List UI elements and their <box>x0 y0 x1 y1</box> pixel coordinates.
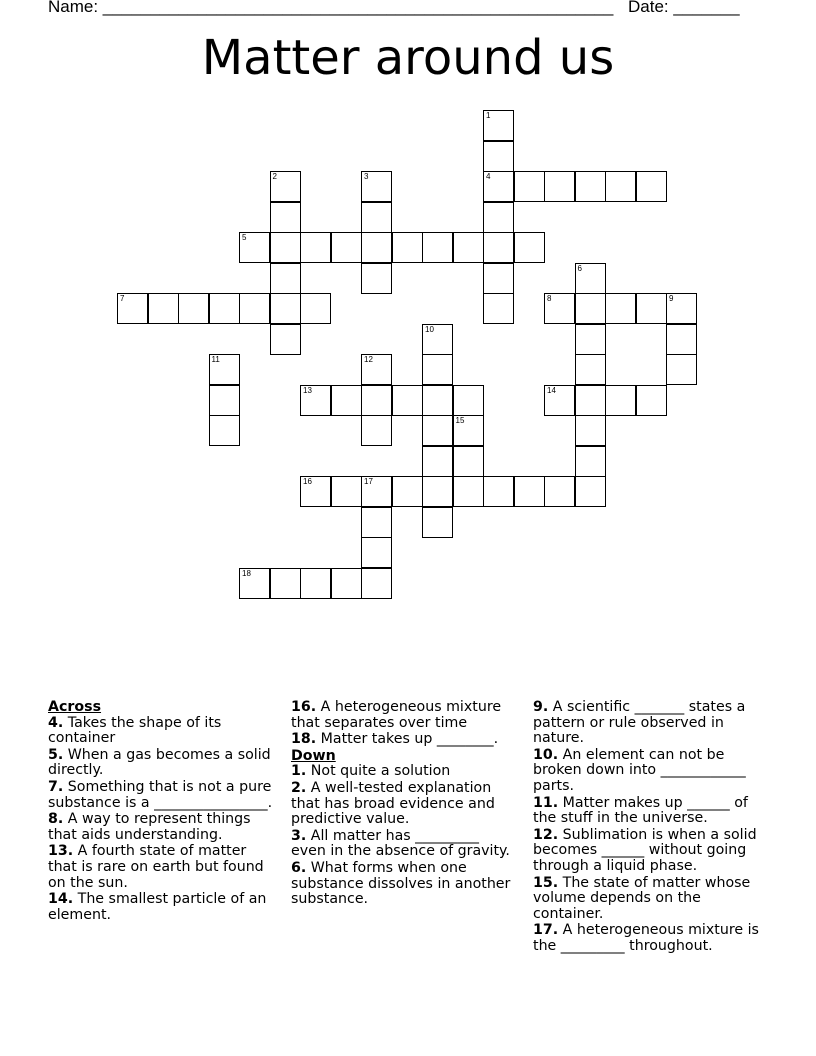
grid-cell[interactable] <box>575 354 606 385</box>
clue-number: 13 <box>303 385 312 395</box>
grid-cell[interactable] <box>209 415 240 446</box>
clue-text: All matter has _________ even in the absence of gravity. <box>291 827 510 860</box>
grid-cell[interactable] <box>239 568 270 599</box>
grid-cell[interactable] <box>575 171 606 202</box>
clue-text: Takes the shape of its container <box>48 714 222 747</box>
clue-num: 16. <box>291 699 317 715</box>
grid-cell[interactable] <box>666 354 697 385</box>
grid-cell[interactable] <box>270 324 301 355</box>
clue-num: 11. <box>533 794 559 811</box>
clue-number: 15 <box>455 416 465 425</box>
name-field[interactable]: Name: ______________________________________________________ <box>48 0 614 16</box>
grid-cell[interactable] <box>605 385 636 416</box>
clue-text: A fourth state of matter that is rare on earth but found on the sun. <box>48 843 264 891</box>
clue-num: 15. <box>533 874 559 891</box>
clue-num: 17. <box>533 922 559 939</box>
grid-cell[interactable] <box>544 476 575 507</box>
date-field[interactable]: Date: _______ <box>628 0 740 16</box>
clue-num: 13. <box>48 843 74 860</box>
clue-item <box>291 781 517 828</box>
clue-number: 11 <box>211 355 220 364</box>
clue-item <box>48 780 276 811</box>
grid-cell[interactable] <box>605 171 636 202</box>
clue-item <box>533 796 769 827</box>
grid-cell[interactable] <box>514 476 545 507</box>
clue-item <box>533 923 769 954</box>
grid-cell[interactable] <box>453 385 484 416</box>
grid-cell[interactable] <box>361 537 392 568</box>
grid-cell[interactable] <box>575 263 606 294</box>
grid-cell[interactable] <box>392 476 423 507</box>
clue-item <box>48 892 276 923</box>
clue-number: 3 <box>364 172 369 181</box>
clues-column-3 <box>533 700 769 956</box>
clues-column-1 <box>48 700 276 924</box>
grid-cell[interactable] <box>575 476 606 507</box>
grid-cell[interactable] <box>392 385 423 416</box>
grid-cell[interactable] <box>361 476 392 507</box>
clue-item <box>291 764 517 780</box>
clue-number: 4 <box>486 172 491 181</box>
grid-cell[interactable] <box>483 263 514 294</box>
grid-cell[interactable] <box>270 568 301 599</box>
clue-num: 14. <box>48 891 74 908</box>
clue-number: 5 <box>242 233 247 242</box>
grid-cell[interactable] <box>514 232 545 263</box>
clue-text: Sublimation is when a solid becomes ______ without going through a liquid phase. <box>533 826 757 874</box>
clue-num: 9. <box>533 699 549 715</box>
grid-cell[interactable] <box>331 476 362 507</box>
grid-cell[interactable] <box>544 385 575 416</box>
clue-num: 2. <box>291 779 307 796</box>
grid-cell[interactable] <box>361 232 392 263</box>
grid-cell[interactable] <box>361 202 392 233</box>
grid-cell[interactable] <box>300 293 331 324</box>
clue-item <box>48 716 276 747</box>
grid-cell[interactable] <box>575 385 606 416</box>
clue-item <box>533 700 769 747</box>
grid-cell[interactable] <box>117 293 148 324</box>
clue-num: 5. <box>48 746 64 763</box>
clue-item <box>291 732 517 748</box>
clue-text: Matter makes up ______ of the stuff in the universe. <box>533 794 748 827</box>
clue-number: 9 <box>669 294 674 303</box>
clue-number: 14 <box>547 385 556 395</box>
clue-item <box>291 700 517 731</box>
grid-cell[interactable] <box>270 202 301 233</box>
clue-text: A heterogeneous mixture is the _________ throughout. <box>533 922 759 954</box>
grid-cell[interactable] <box>300 232 331 263</box>
grid-cell[interactable] <box>331 232 362 263</box>
grid-cell[interactable] <box>453 415 484 446</box>
grid-cell[interactable] <box>270 293 301 324</box>
grid-cell[interactable] <box>483 141 514 172</box>
clue-item <box>291 861 517 908</box>
clue-text: A well-tested explanation that has broad evidence and predictive value. <box>291 779 495 828</box>
clue-num: 1. <box>291 763 307 780</box>
clue-text: Something that is not a pure substance is a ________________. <box>48 778 273 811</box>
grid-cell[interactable] <box>300 385 331 416</box>
clues-column-2 <box>291 700 517 909</box>
grid-cell[interactable] <box>270 263 301 294</box>
clue-number: 10 <box>425 324 434 334</box>
grid-cell[interactable] <box>392 232 423 263</box>
grid-cell[interactable] <box>361 415 392 446</box>
grid-cell[interactable] <box>422 324 453 355</box>
grid-cell[interactable] <box>361 354 392 385</box>
grid-cell[interactable] <box>361 263 392 294</box>
clue-number: 12 <box>364 355 373 364</box>
grid-cell[interactable] <box>361 568 392 599</box>
clue-number: 6 <box>577 263 582 273</box>
grid-cell[interactable] <box>361 171 392 202</box>
clue-num: 6. <box>291 859 307 876</box>
clue-text: The state of matter whose volume depends on the container. <box>533 874 751 922</box>
grid-cell[interactable] <box>361 385 392 416</box>
clue-number: 7 <box>120 294 125 303</box>
grid-cell[interactable] <box>666 324 697 355</box>
down-heading: Down <box>291 747 336 764</box>
clue-text: When a gas becomes a solid directly. <box>48 746 271 779</box>
clue-number: 17 <box>364 477 373 486</box>
grid-cell[interactable] <box>270 232 301 263</box>
grid-cell[interactable] <box>300 568 331 599</box>
grid-cell[interactable] <box>575 415 606 446</box>
grid-cell[interactable] <box>453 476 484 507</box>
clue-number: 8 <box>547 294 552 303</box>
grid-cell[interactable] <box>605 293 636 324</box>
clue-item <box>48 748 276 779</box>
grid-cell[interactable] <box>483 293 514 324</box>
clue-num: 8. <box>48 811 64 828</box>
clue-text: Matter takes up ________. <box>316 731 499 748</box>
clue-text: A heterogeneous mixture that separates over time <box>291 699 502 731</box>
grid-cell[interactable] <box>209 354 240 385</box>
clue-item <box>533 748 769 795</box>
clue-number: 18 <box>242 568 251 578</box>
clue-item <box>48 844 276 891</box>
grid-cell[interactable] <box>361 507 392 538</box>
grid-cell[interactable] <box>209 385 240 416</box>
grid-cell[interactable] <box>270 171 301 202</box>
grid-cell[interactable] <box>331 568 362 599</box>
grid-cell[interactable] <box>575 446 606 477</box>
grid-cell[interactable] <box>483 110 514 141</box>
grid-cell[interactable] <box>422 232 453 263</box>
page-title: Matter around us <box>201 30 615 86</box>
grid-cell[interactable] <box>575 293 606 324</box>
grid-cell[interactable] <box>544 293 575 324</box>
grid-cell[interactable] <box>483 171 514 202</box>
grid-cell[interactable] <box>300 476 331 507</box>
grid-cell[interactable] <box>148 293 179 324</box>
grid-cell[interactable] <box>483 476 514 507</box>
clue-number: 1 <box>486 111 491 120</box>
clue-number: 16 <box>303 477 312 486</box>
clue-num: 10. <box>533 746 559 763</box>
clue-text: An element can not be broken down into ____________ parts. <box>533 746 746 794</box>
grid-cell[interactable] <box>453 446 484 477</box>
grid-cell[interactable] <box>636 293 667 324</box>
grid-cell[interactable] <box>483 202 514 233</box>
grid-cell[interactable] <box>239 293 270 324</box>
grid-cell[interactable] <box>239 232 270 263</box>
grid-cell[interactable] <box>453 232 484 263</box>
clue-item <box>533 876 769 923</box>
grid-cell[interactable] <box>331 385 362 416</box>
clue-text: A scientific _______ states a pattern or rule observed in nature. <box>533 699 746 747</box>
grid-cell[interactable] <box>575 324 606 355</box>
grid-cell[interactable] <box>422 446 453 477</box>
clue-num: 3. <box>291 827 307 844</box>
grid-cell[interactable] <box>422 415 453 446</box>
grid-cell[interactable] <box>666 293 697 324</box>
grid-cell[interactable] <box>636 171 667 202</box>
grid-cell[interactable] <box>544 171 575 202</box>
grid-cell[interactable] <box>514 171 545 202</box>
grid-cell[interactable] <box>178 293 209 324</box>
clue-num: 12. <box>533 826 559 843</box>
grid-cell[interactable] <box>422 476 453 507</box>
across-heading: Across <box>48 699 102 715</box>
clue-num: 7. <box>48 778 64 795</box>
grid-cell[interactable] <box>422 385 453 416</box>
clue-text: The smallest particle of an element. <box>48 891 267 923</box>
grid-cell[interactable] <box>422 354 453 385</box>
grid-cell[interactable] <box>209 293 240 324</box>
clue-num: 18. <box>291 731 317 748</box>
grid-cell[interactable] <box>483 232 514 263</box>
clue-text: A way to represent things that aids understanding. <box>48 811 251 843</box>
clue-item <box>291 829 517 860</box>
clue-text: What forms when one substance dissolves in another substance. <box>291 859 511 908</box>
clue-num: 4. <box>48 714 64 731</box>
grid-cell[interactable] <box>422 507 453 538</box>
grid-cell[interactable] <box>636 385 667 416</box>
clue-number: 2 <box>272 172 277 181</box>
clue-item <box>533 828 769 875</box>
clue-text: Not quite a solution <box>306 763 451 780</box>
clue-item <box>48 812 276 843</box>
